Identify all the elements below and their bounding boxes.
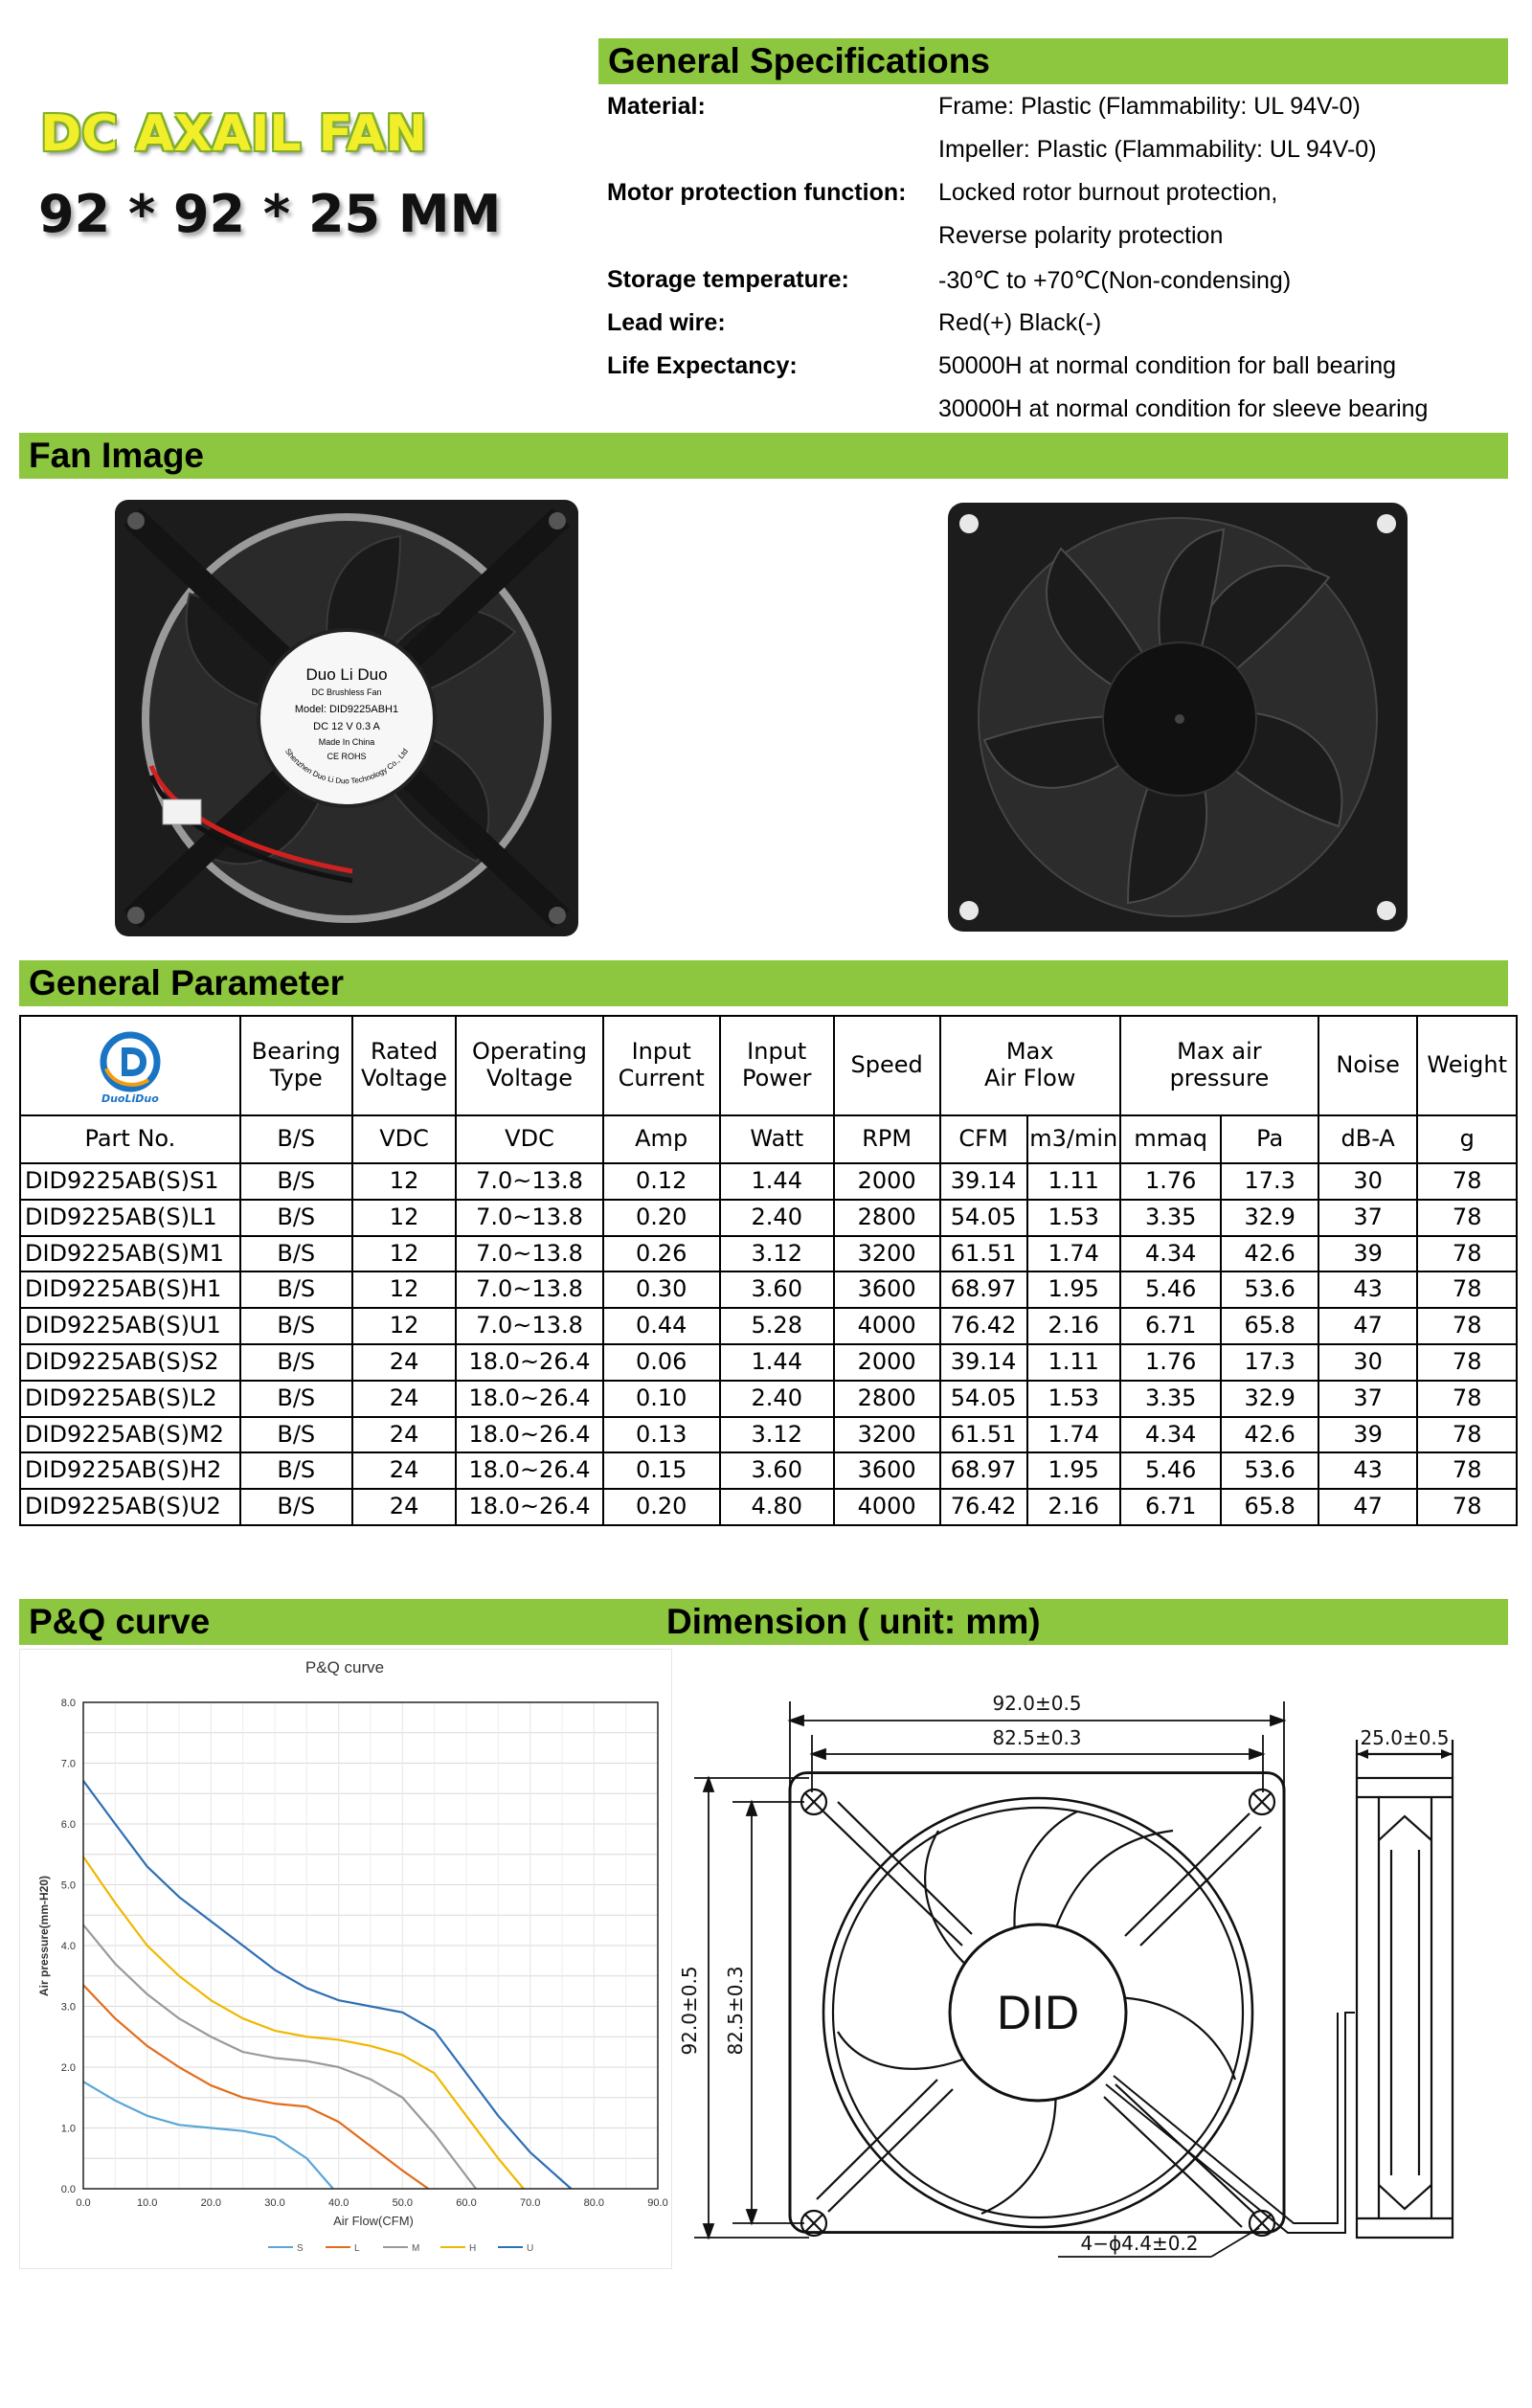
table-cell: 4000 [834, 1489, 940, 1525]
general-specs-title: General Specifications [608, 41, 990, 80]
header-text: Current [618, 1065, 705, 1091]
table-cell: 17.3 [1221, 1163, 1318, 1200]
part-number-cell: DID9225AB(S)H1 [20, 1272, 240, 1308]
table-cell: 12 [352, 1163, 457, 1200]
table-cell: 3.12 [720, 1417, 834, 1453]
table-cell: 18.0~26.4 [456, 1344, 602, 1381]
fan-front-photo [946, 501, 1409, 934]
header-text: Noise [1336, 1051, 1400, 1079]
spec-value-storage-temp: -30℃ to +70℃(Non-condensing) [938, 267, 1292, 294]
table-cell: 3600 [834, 1272, 940, 1308]
header-text: Operating [472, 1038, 587, 1066]
table-cell: 2.40 [720, 1381, 834, 1417]
table-cell: B/S [240, 1417, 352, 1453]
legend-label: M [412, 2243, 420, 2254]
table-cell: 2800 [834, 1200, 940, 1236]
header-text: Input [747, 1038, 807, 1066]
table-cell: 24 [352, 1417, 457, 1453]
header-operating-voltage [456, 1016, 602, 1115]
table-cell: 2.16 [1027, 1489, 1120, 1525]
table-cell: 7.0~13.8 [456, 1163, 602, 1200]
header-text: Speed [850, 1051, 923, 1079]
chart-title: P&Q curve [304, 1658, 385, 1677]
part-number-cell: DID9225AB(S)S1 [20, 1163, 240, 1200]
spec-label-material: Material: [607, 93, 706, 120]
x-tick-label: 40.0 [327, 2197, 349, 2209]
table-cell: 78 [1417, 1272, 1517, 1308]
table-cell: 78 [1417, 1489, 1517, 1525]
table-cell: 3.60 [720, 1272, 834, 1308]
table-cell: 3200 [834, 1417, 940, 1453]
table-cell: 24 [352, 1344, 457, 1381]
table-cell: 0.12 [603, 1163, 720, 1200]
label-brand: Duo Li Duo [305, 665, 388, 684]
spec-value-locked-rotor: Locked rotor burnout protection, [938, 179, 1278, 206]
table-cell: 1.76 [1120, 1163, 1222, 1200]
dim-hole-pitch-top: 82.5±0.3 [992, 1726, 1082, 1749]
general-specs-header [598, 38, 1508, 84]
header-text: Max air [1177, 1038, 1262, 1066]
table-cell: 1.53 [1027, 1381, 1120, 1417]
table-cell: 30 [1318, 1344, 1418, 1381]
table-cell: B/S [240, 1163, 352, 1200]
table-cell: 76.42 [940, 1308, 1027, 1344]
table-cell: 24 [352, 1452, 457, 1489]
table-cell: 1.11 [1027, 1163, 1120, 1200]
table-row [20, 1200, 1517, 1236]
dim-outer-height: 92.0±0.5 [678, 1966, 701, 2056]
table-cell: 5.46 [1120, 1272, 1222, 1308]
table-cell: 39 [1318, 1236, 1418, 1272]
header-text: Voltage [361, 1065, 448, 1091]
part-number-cell: DID9225AB(S)L1 [20, 1200, 240, 1236]
y-tick-label: 2.0 [60, 2062, 76, 2074]
header-text: Power [741, 1065, 812, 1091]
part-number-cell: DID9225AB(S)M2 [20, 1417, 240, 1453]
header-text: Type [269, 1065, 323, 1091]
y-tick-label: 7.0 [60, 1758, 76, 1770]
table-cell: 4.34 [1120, 1417, 1222, 1453]
general-parameter-header [19, 960, 1508, 1006]
product-size-title: 92 * 92 * 25 MM [38, 184, 502, 244]
table-cell: 1.44 [720, 1344, 834, 1381]
table-cell: 78 [1417, 1163, 1517, 1200]
table-cell: 61.51 [940, 1236, 1027, 1272]
header-weight [1417, 1016, 1517, 1115]
unit-cell: Pa [1221, 1115, 1318, 1163]
label-maker-path: Shenzhen Duo Li Duo Technology Co., Ltd [282, 747, 411, 786]
table-cell: 54.05 [940, 1200, 1027, 1236]
table-cell: 6.71 [1120, 1489, 1222, 1525]
table-cell: 1.76 [1120, 1344, 1222, 1381]
table-cell: 2.40 [720, 1200, 834, 1236]
header-input-power [720, 1016, 834, 1115]
table-cell: 47 [1318, 1489, 1418, 1525]
spec-label-storage-temp: Storage temperature: [607, 266, 849, 293]
label-subtitle: DC Brushless Fan [311, 687, 382, 697]
table-row [20, 1452, 1517, 1489]
x-tick-label: 80.0 [583, 2197, 605, 2209]
header-input-current [603, 1016, 720, 1115]
table-cell: 0.10 [603, 1381, 720, 1417]
header-text: Rated [370, 1038, 439, 1066]
spec-value-lead-wire: Red(+) Black(-) [938, 309, 1102, 336]
y-tick-label: 4.0 [60, 1941, 76, 1952]
logo-cell [20, 1016, 240, 1115]
dimension-diagram [675, 1649, 1518, 2255]
table-cell: 0.20 [603, 1200, 720, 1236]
part-number-cell: DID9225AB(S)L2 [20, 1381, 240, 1417]
table-cell: 3.35 [1120, 1381, 1222, 1417]
header-text: Weight [1427, 1051, 1508, 1079]
table-cell: 12 [352, 1308, 457, 1344]
table-cell: 1.95 [1027, 1272, 1120, 1308]
dim-holes: 4−ϕ4.4±0.2 [1080, 2232, 1199, 2255]
unit-cell: dB-A [1318, 1115, 1418, 1163]
legend-label: L [354, 2243, 360, 2254]
table-cell: 65.8 [1221, 1489, 1318, 1525]
x-tick-label: 70.0 [519, 2197, 541, 2209]
dim-hole-pitch-side: 82.5±0.3 [724, 1966, 747, 2056]
table-cell: 37 [1318, 1381, 1418, 1417]
table-cell: 5.28 [720, 1308, 834, 1344]
x-tick-label: 0.0 [76, 2197, 91, 2209]
x-tick-label: 10.0 [136, 2197, 158, 2209]
table-cell: 0.30 [603, 1272, 720, 1308]
table-cell: 3200 [834, 1236, 940, 1272]
header-speed [834, 1016, 940, 1115]
x-tick-label: 60.0 [456, 2197, 477, 2209]
table-cell: 7.0~13.8 [456, 1236, 602, 1272]
table-cell: 1.53 [1027, 1200, 1120, 1236]
table-row [20, 1381, 1517, 1417]
table-cell: 78 [1417, 1200, 1517, 1236]
header-max-air-flow [940, 1016, 1120, 1115]
pq-curve-chart [19, 1649, 672, 2269]
unit-cell: mmaq [1120, 1115, 1222, 1163]
table-cell: 39.14 [940, 1163, 1027, 1200]
spec-label-life: Life Expectancy: [607, 352, 798, 379]
unit-cell: RPM [834, 1115, 940, 1163]
table-cell: 3.35 [1120, 1200, 1222, 1236]
table-cell: 2.16 [1027, 1308, 1120, 1344]
fan-image-title: Fan Image [29, 436, 204, 475]
label-certs: CE ROHS [327, 752, 367, 761]
dim-depth: 25.0±0.5 [1360, 1726, 1450, 1749]
parameter-table [19, 1015, 1518, 1526]
table-cell: 24 [352, 1381, 457, 1417]
fan-back-photo [113, 498, 580, 938]
table-row [20, 1236, 1517, 1272]
table-cell: 2000 [834, 1163, 940, 1200]
unit-cell: Watt [720, 1115, 834, 1163]
table-cell: 0.15 [603, 1452, 720, 1489]
table-cell: B/S [240, 1452, 352, 1489]
spec-value-material-impeller: Impeller: Plastic (Flammability: UL 94V-0) [938, 136, 1377, 163]
x-tick-label: 30.0 [264, 2197, 285, 2209]
part-number-cell: DID9225AB(S)U2 [20, 1489, 240, 1525]
table-cell: 1.44 [720, 1163, 834, 1200]
table-cell: 18.0~26.4 [456, 1417, 602, 1453]
table-cell: B/S [240, 1200, 352, 1236]
label-rating: DC 12 V 0.3 A [313, 721, 380, 732]
label-model: Model: DID9225ABH1 [294, 704, 399, 715]
table-cell: 47 [1318, 1308, 1418, 1344]
part-number-cell: DID9225AB(S)U1 [20, 1308, 240, 1344]
table-cell: 39.14 [940, 1344, 1027, 1381]
header-text: Air Flow [984, 1065, 1076, 1091]
table-units-row [20, 1115, 1517, 1163]
table-cell: 12 [352, 1272, 457, 1308]
table-cell: 42.6 [1221, 1236, 1318, 1272]
table-cell: 32.9 [1221, 1381, 1318, 1417]
header-text: Max [1005, 1038, 1054, 1066]
unit-cell: g [1417, 1115, 1517, 1163]
table-cell: 78 [1417, 1381, 1517, 1417]
fan-image-header [19, 433, 1508, 479]
table-cell: 1.74 [1027, 1417, 1120, 1453]
table-cell: B/S [240, 1381, 352, 1417]
hub-text: DID [996, 1986, 1080, 2039]
table-cell: 53.6 [1221, 1452, 1318, 1489]
x-tick-label: 90.0 [647, 2197, 668, 2209]
table-cell: 42.6 [1221, 1417, 1318, 1453]
table-cell: 3600 [834, 1452, 940, 1489]
part-number-cell: DID9225AB(S)S2 [20, 1344, 240, 1381]
table-cell: 0.13 [603, 1417, 720, 1453]
table-cell: 18.0~26.4 [456, 1489, 602, 1525]
table-row [20, 1272, 1517, 1308]
unit-cell: Amp [603, 1115, 720, 1163]
table-cell: 3.60 [720, 1452, 834, 1489]
table-cell: 32.9 [1221, 1200, 1318, 1236]
legend-label: S [297, 2243, 304, 2254]
table-cell: 37 [1318, 1200, 1418, 1236]
table-cell: 3.12 [720, 1236, 834, 1272]
header-text: Bearing [251, 1038, 341, 1066]
table-cell: 78 [1417, 1236, 1517, 1272]
table-header-row [20, 1016, 1517, 1115]
table-cell: 18.0~26.4 [456, 1452, 602, 1489]
table-cell: 7.0~13.8 [456, 1272, 602, 1308]
table-cell: 0.44 [603, 1308, 720, 1344]
unit-cell: VDC [456, 1115, 602, 1163]
table-cell: 43 [1318, 1452, 1418, 1489]
table-cell: 30 [1318, 1163, 1418, 1200]
table-cell: 4000 [834, 1308, 940, 1344]
table-cell: B/S [240, 1308, 352, 1344]
table-cell: 4.80 [720, 1489, 834, 1525]
unit-cell: CFM [940, 1115, 1027, 1163]
y-tick-label: 8.0 [60, 1698, 76, 1709]
table-cell: B/S [240, 1236, 352, 1272]
table-cell: B/S [240, 1272, 352, 1308]
table-cell: 53.6 [1221, 1272, 1318, 1308]
table-cell: 76.42 [940, 1489, 1027, 1525]
table-cell: 43 [1318, 1272, 1418, 1308]
table-row [20, 1344, 1517, 1381]
header-text: pressure [1169, 1065, 1270, 1091]
table-cell: 68.97 [940, 1272, 1027, 1308]
x-axis-label: Air Flow(CFM) [333, 2214, 414, 2228]
y-tick-label: 0.0 [60, 2184, 76, 2195]
table-cell: 24 [352, 1489, 457, 1525]
table-cell: 7.0~13.8 [456, 1308, 602, 1344]
table-body [20, 1163, 1517, 1525]
header-noise [1318, 1016, 1418, 1115]
header-rated-voltage [352, 1016, 457, 1115]
table-cell: 65.8 [1221, 1308, 1318, 1344]
table-cell: 0.06 [603, 1344, 720, 1381]
unit-cell: Part No. [20, 1115, 240, 1163]
table-cell: 78 [1417, 1452, 1517, 1489]
part-number-cell: DID9225AB(S)M1 [20, 1236, 240, 1272]
pq-dimension-header [19, 1599, 1508, 1645]
header-text: Voltage [485, 1065, 574, 1091]
x-tick-label: 50.0 [392, 2197, 414, 2209]
label-origin: Made In China [318, 737, 375, 747]
spec-label-lead-wire: Lead wire: [607, 309, 726, 336]
table-cell: 78 [1417, 1417, 1517, 1453]
header-bearing-type [240, 1016, 352, 1115]
table-row [20, 1489, 1517, 1525]
table-cell: 0.20 [603, 1489, 720, 1525]
unit-cell: m3/min [1027, 1115, 1120, 1163]
logo-text: DuoLiDuo [101, 1091, 159, 1105]
spec-label-motor-protection: Motor protection function: [607, 179, 907, 206]
spec-value-material-frame: Frame: Plastic (Flammability: UL 94V-0) [938, 93, 1361, 120]
spec-value-reverse-polarity: Reverse polarity protection [938, 222, 1224, 249]
y-tick-label: 3.0 [60, 2001, 76, 2014]
table-cell: 0.26 [603, 1236, 720, 1272]
table-cell: 2800 [834, 1381, 940, 1417]
part-number-cell: DID9225AB(S)H2 [20, 1452, 240, 1489]
table-cell: 6.71 [1120, 1308, 1222, 1344]
product-type-title: DC AXAIL FAN [40, 105, 427, 163]
table-cell: 1.74 [1027, 1236, 1120, 1272]
unit-cell: B/S [240, 1115, 352, 1163]
table-cell: 1.11 [1027, 1344, 1120, 1381]
spec-value-life-sleeve: 30000H at normal condition for sleeve bearing [938, 395, 1429, 422]
table-row [20, 1163, 1517, 1200]
table-row [20, 1308, 1517, 1344]
table-cell: 2000 [834, 1344, 940, 1381]
table-cell: 17.3 [1221, 1344, 1318, 1381]
header-text: Input [631, 1038, 691, 1066]
table-row [20, 1417, 1517, 1453]
table-cell: 7.0~13.8 [456, 1200, 602, 1236]
table-cell: 4.34 [1120, 1236, 1222, 1272]
table-cell: 18.0~26.4 [456, 1381, 602, 1417]
y-axis-label: Air pressure(mm-H20) [37, 1875, 51, 1997]
header-max-air-pressure [1120, 1016, 1318, 1115]
duolidu-logo-icon [99, 1030, 162, 1093]
table-cell: 68.97 [940, 1452, 1027, 1489]
table-cell: 1.95 [1027, 1452, 1120, 1489]
spec-value-life-ball: 50000H at normal condition for ball bearing [938, 352, 1397, 379]
table-cell: 12 [352, 1236, 457, 1272]
dim-outer-width: 92.0±0.5 [992, 1692, 1082, 1715]
table-cell: B/S [240, 1489, 352, 1525]
legend-label: U [527, 2243, 534, 2254]
dimension-title: Dimension ( unit: mm) [666, 1602, 1041, 1641]
table-cell: 78 [1417, 1308, 1517, 1344]
table-cell: 12 [352, 1200, 457, 1236]
y-tick-label: 5.0 [60, 1879, 76, 1892]
y-tick-label: 6.0 [60, 1819, 76, 1831]
x-tick-label: 20.0 [200, 2197, 222, 2209]
unit-cell: VDC [352, 1115, 457, 1163]
table-cell: B/S [240, 1344, 352, 1381]
table-cell: 54.05 [940, 1381, 1027, 1417]
pq-curve-title: P&Q curve [29, 1602, 211, 1641]
general-parameter-title: General Parameter [29, 963, 345, 1002]
table-cell: 78 [1417, 1344, 1517, 1381]
table-cell: 61.51 [940, 1417, 1027, 1453]
table-cell: 39 [1318, 1417, 1418, 1453]
y-tick-label: 1.0 [60, 2123, 76, 2135]
table-cell: 5.46 [1120, 1452, 1222, 1489]
legend-label: H [469, 2243, 477, 2254]
